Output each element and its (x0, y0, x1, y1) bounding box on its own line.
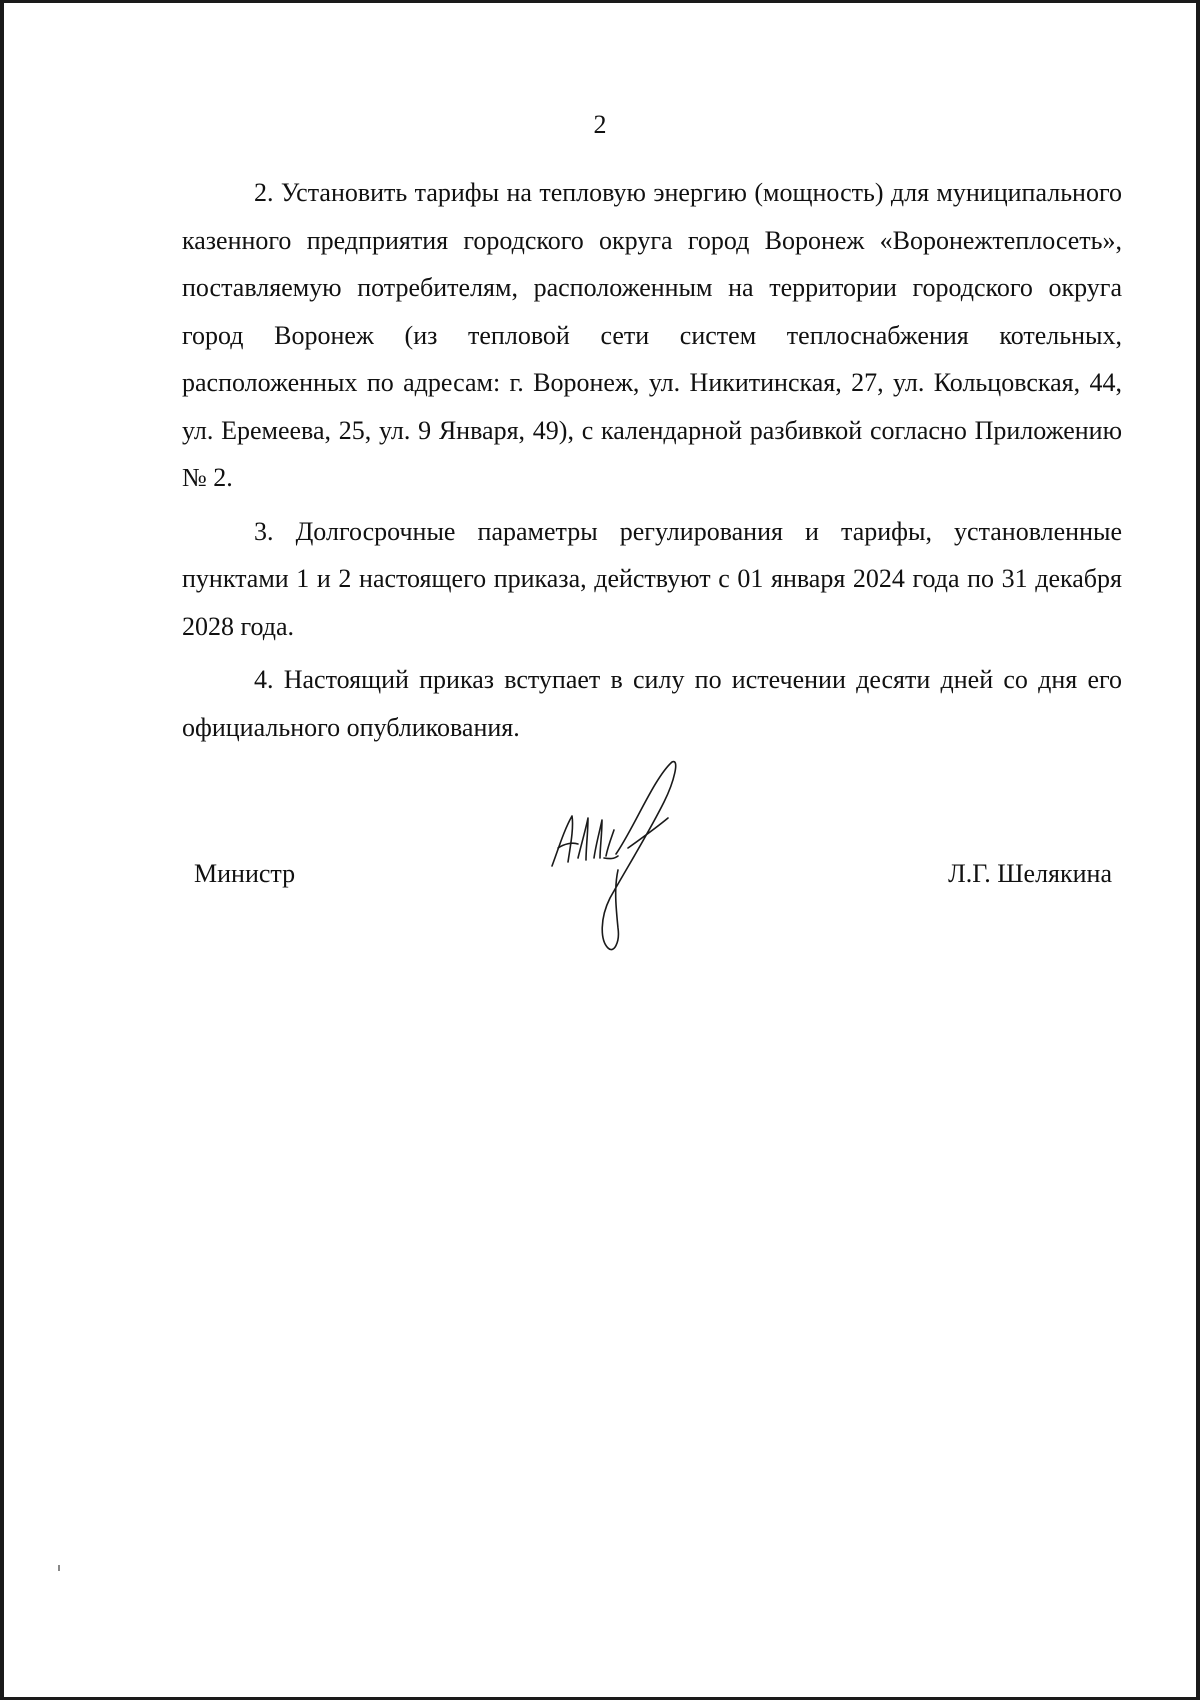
signatory-title: Министр (194, 859, 296, 888)
paragraph-item-2: 2. Установить тарифы на тепловую энергию (мощность) для муниципального казенного предприятия городского округа город Воронеж «Воронежтеплосеть», поставляемую потребителям, расположенным на территории городского округа город Воронеж (из тепловой сети систем теплоснабжения котельных, расположенных по адресам: г. Воронеж, ул. Никитинская, 27, ул. Кольцовская, 44, ул. Еремеева, 25, ул. 9 Января, 49), с календарной разбивкой согласно Приложению № 2. (182, 178, 1122, 492)
page-number: 2 (593, 110, 607, 139)
signatory-name: Л.Г. Шелякина (948, 859, 1112, 888)
scan-speck (58, 1565, 60, 1571)
paragraph-item-3: 3. Долгосрочные параметры регулирования и тарифы, установленные пунктами 1 и 2 настоящего приказа, действуют с 01 января 2024 года по 31 декабря 2028 года. (182, 516, 1122, 641)
paragraph-item-4: 4. Настоящий приказ вступает в силу по истечении десяти дней со дня его официального опубликования. (182, 665, 1122, 742)
handwritten-signature (544, 758, 694, 958)
document-body (182, 169, 1122, 757)
